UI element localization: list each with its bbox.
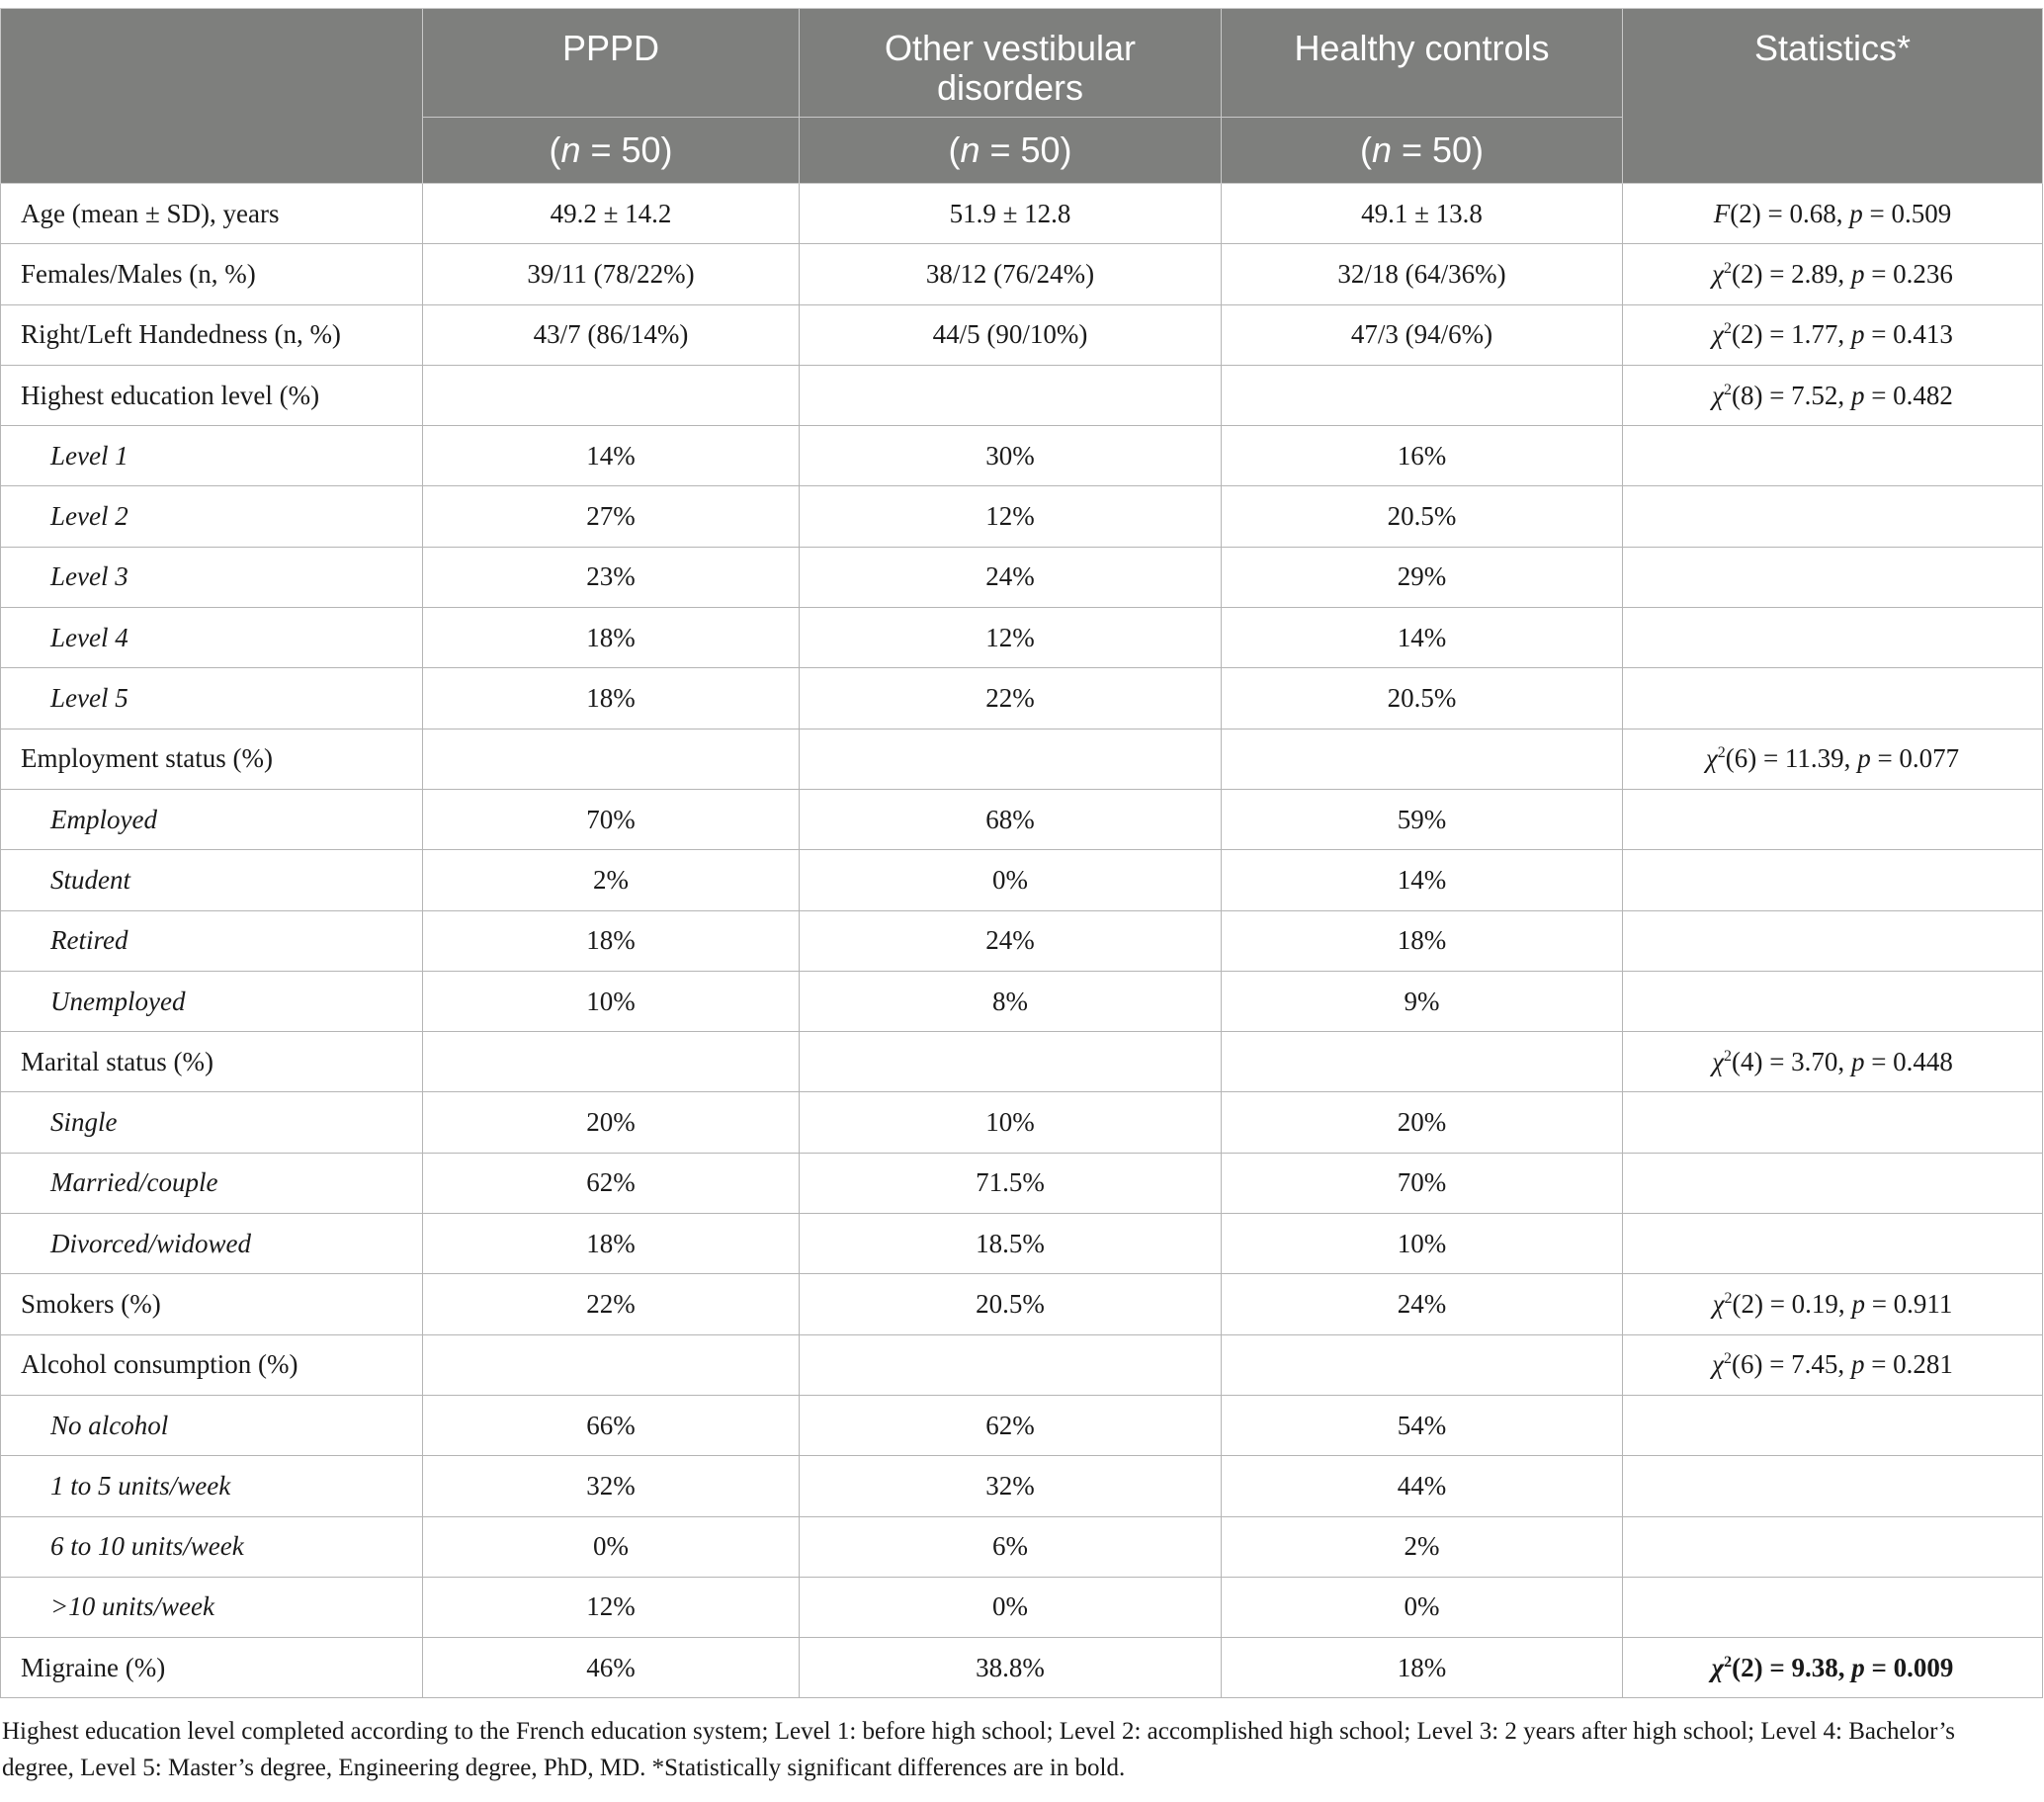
- healthy-controls-value: 32/18 (64/36%): [1222, 244, 1623, 304]
- pppd-value: 18%: [423, 910, 800, 971]
- statistics-value: [1623, 244, 2043, 304]
- other-vestibular-value: 38/12 (76/24%): [800, 244, 1222, 304]
- header-pppd-n: (n = 50): [423, 118, 800, 184]
- table-row: [1, 608, 2043, 668]
- pppd-value: 39/11 (78/22%): [423, 244, 800, 304]
- statistics-value: [1623, 789, 2043, 849]
- healthy-controls-value: [1222, 1032, 1623, 1092]
- healthy-controls-value: 20%: [1222, 1092, 1623, 1153]
- table-row: [1, 1516, 2043, 1577]
- statistics-value: [1623, 1456, 2043, 1516]
- other-vestibular-value: 62%: [800, 1395, 1222, 1455]
- pppd-value: [423, 1334, 800, 1395]
- stat-text: (6) = 7.45, p = 0.281: [1731, 1349, 1953, 1380]
- statistics-value: [1623, 971, 2043, 1031]
- pppd-value: [423, 1032, 800, 1092]
- statistics-value: [1623, 1092, 2043, 1153]
- pppd-value: 18%: [423, 608, 800, 668]
- pppd-value: 27%: [423, 486, 800, 547]
- healthy-controls-value: 70%: [1222, 1153, 1623, 1213]
- stat-text: (2) = 2.89, p = 0.236: [1731, 258, 1953, 289]
- table-body: [1, 184, 2043, 1698]
- healthy-controls-value: [1222, 1334, 1623, 1395]
- other-vestibular-value: 12%: [800, 486, 1222, 547]
- pppd-value: 32%: [423, 1456, 800, 1516]
- healthy-controls-value: 49.1 ± 13.8: [1222, 184, 1623, 244]
- stat-symbol: χ: [1712, 258, 1724, 289]
- pppd-value: 20%: [423, 1092, 800, 1153]
- table-row: [1, 850, 2043, 910]
- other-vestibular-value: 32%: [800, 1456, 1222, 1516]
- sub-row-label: Unemployed: [1, 971, 423, 1031]
- stat-symbol: χ: [1712, 380, 1724, 410]
- healthy-controls-value: 20.5%: [1222, 486, 1623, 547]
- table-row: [1, 244, 2043, 304]
- pppd-value: 62%: [423, 1153, 800, 1213]
- other-vestibular-value: 44/5 (90/10%): [800, 304, 1222, 365]
- sub-row-label: Employed: [1, 789, 423, 849]
- stat-text: (2) = 1.77, p = 0.413: [1731, 319, 1953, 350]
- stat-text: (4) = 3.70, p = 0.448: [1731, 1046, 1953, 1076]
- healthy-controls-value: 2%: [1222, 1516, 1623, 1577]
- pppd-value: 22%: [423, 1274, 800, 1334]
- table-row: [1, 1214, 2043, 1274]
- other-vestibular-value: 24%: [800, 910, 1222, 971]
- pppd-value: 2%: [423, 850, 800, 910]
- table-row: [1, 789, 2043, 849]
- table-header: [1, 9, 2043, 184]
- statistics-value: [1623, 1334, 2043, 1395]
- sub-row-label: Retired: [1, 910, 423, 971]
- stat-text: (2) = 9.38, p = 0.009: [1732, 1652, 1954, 1682]
- healthy-controls-value: 54%: [1222, 1395, 1623, 1455]
- sub-row-label: Level 4: [1, 608, 423, 668]
- stat-symbol: χ: [1712, 319, 1724, 350]
- healthy-controls-value: 24%: [1222, 1274, 1623, 1334]
- row-label: Right/Left Handedness (n, %): [1, 304, 423, 365]
- healthy-controls-value: 18%: [1222, 1638, 1623, 1698]
- sub-row-label: Level 3: [1, 547, 423, 607]
- healthy-controls-value: [1222, 729, 1623, 789]
- pppd-value: 43/7 (86/14%): [423, 304, 800, 365]
- stat-superscript: 2: [1724, 1653, 1733, 1671]
- table-row: [1, 1274, 2043, 1334]
- other-vestibular-value: 0%: [800, 850, 1222, 910]
- demographics-table: [0, 8, 2043, 1698]
- sub-row-label: Level 1: [1, 426, 423, 486]
- stat-symbol: χ: [1712, 1046, 1724, 1076]
- table-row: [1, 1092, 2043, 1153]
- other-vestibular-value: 8%: [800, 971, 1222, 1031]
- pppd-value: [423, 365, 800, 425]
- statistics-value: [1623, 184, 2043, 244]
- header-other-vestibular: Other vestibular disorders: [800, 9, 1222, 118]
- other-vestibular-value: 51.9 ± 12.8: [800, 184, 1222, 244]
- header-pppd: PPPD: [423, 9, 800, 118]
- header-statistics: Statistics*: [1623, 9, 2043, 184]
- other-vestibular-value: 20.5%: [800, 1274, 1222, 1334]
- stat-symbol: χ: [1712, 1349, 1724, 1380]
- stat-superscript: 2: [1724, 1289, 1733, 1307]
- header-healthy-controls: Healthy controls: [1222, 9, 1623, 118]
- pppd-value: 23%: [423, 547, 800, 607]
- healthy-controls-value: 29%: [1222, 547, 1623, 607]
- pppd-value: 18%: [423, 1214, 800, 1274]
- statistics-value: [1623, 1214, 2043, 1274]
- sub-row-label: 6 to 10 units/week: [1, 1516, 423, 1577]
- statistics-value: [1623, 910, 2043, 971]
- sub-row-label: Married/couple: [1, 1153, 423, 1213]
- healthy-controls-value: 16%: [1222, 426, 1623, 486]
- pppd-value: 0%: [423, 1516, 800, 1577]
- sub-row-label: Student: [1, 850, 423, 910]
- pppd-value: 49.2 ± 14.2: [423, 184, 800, 244]
- healthy-controls-value: 20.5%: [1222, 668, 1623, 729]
- statistics-value: [1623, 1395, 2043, 1455]
- stat-symbol: χ: [1705, 743, 1718, 774]
- stat-text: (2) = 0.68, p = 0.509: [1730, 198, 1952, 228]
- healthy-controls-value: 18%: [1222, 910, 1623, 971]
- other-vestibular-value: 12%: [800, 608, 1222, 668]
- stat-symbol: F: [1713, 198, 1731, 228]
- stat-superscript: 2: [1723, 259, 1732, 277]
- table-row: [1, 729, 2043, 789]
- stat-superscript: 2: [1723, 381, 1732, 398]
- other-vestibular-value: 71.5%: [800, 1153, 1222, 1213]
- row-label: Migraine (%): [1, 1638, 423, 1698]
- healthy-controls-value: 47/3 (94/6%): [1222, 304, 1623, 365]
- sub-row-label: Divorced/widowed: [1, 1214, 423, 1274]
- sub-row-label: 1 to 5 units/week: [1, 1456, 423, 1516]
- header-blank-cell: [1, 9, 423, 184]
- healthy-controls-value: 10%: [1222, 1214, 1623, 1274]
- header-healthy-controls-n: (n = 50): [1222, 118, 1623, 184]
- healthy-controls-value: 14%: [1222, 850, 1623, 910]
- sub-row-label: No alcohol: [1, 1395, 423, 1455]
- other-vestibular-value: [800, 1032, 1222, 1092]
- pppd-value: 14%: [423, 426, 800, 486]
- table-row: [1, 304, 2043, 365]
- statistics-value: [1623, 1638, 2043, 1698]
- healthy-controls-value: [1222, 365, 1623, 425]
- row-label: Employment status (%): [1, 729, 423, 789]
- statistics-value: [1623, 1153, 2043, 1213]
- stat-superscript: 2: [1723, 1350, 1732, 1368]
- stat-superscript: 2: [1717, 744, 1726, 762]
- pppd-value: 66%: [423, 1395, 800, 1455]
- table-row: [1, 426, 2043, 486]
- row-label: Marital status (%): [1, 1032, 423, 1092]
- statistics-value: [1623, 304, 2043, 365]
- statistics-value: [1623, 1274, 2043, 1334]
- stat-symbol: χ: [1712, 1288, 1725, 1319]
- header-row-names: [1, 9, 2043, 118]
- other-vestibular-value: 0%: [800, 1577, 1222, 1637]
- stat-symbol: χ: [1711, 1652, 1725, 1682]
- statistics-value: [1623, 1032, 2043, 1092]
- other-vestibular-value: 22%: [800, 668, 1222, 729]
- stat-text: (6) = 11.39, p = 0.077: [1725, 743, 1960, 774]
- stat-superscript: 2: [1723, 1047, 1732, 1065]
- table-row: [1, 668, 2043, 729]
- table-row: [1, 1334, 2043, 1395]
- healthy-controls-value: 14%: [1222, 608, 1623, 668]
- other-vestibular-value: 10%: [800, 1092, 1222, 1153]
- statistics-value: [1623, 547, 2043, 607]
- statistics-value: [1623, 1516, 2043, 1577]
- statistics-value: [1623, 850, 2043, 910]
- pppd-value: 70%: [423, 789, 800, 849]
- table-row: [1, 184, 2043, 244]
- table-row: [1, 1153, 2043, 1213]
- healthy-controls-value: 0%: [1222, 1577, 1623, 1637]
- table-footnote: Highest education level completed according to the French education system; Level 1: before high school; Level 2: accomplished high school; Level 3: 2 years after high school; Level 4: Bachelor’s degree, Level 5: Master’s degree, Engineering degree, PhD, MD. *Statistically significant differences are in bold.: [2, 1718, 1956, 1781]
- stat-text: (2) = 0.19, p = 0.911: [1732, 1288, 1953, 1319]
- stat-superscript: 2: [1723, 320, 1732, 338]
- table-row: [1, 365, 2043, 425]
- table-row: [1, 547, 2043, 607]
- table-row: [1, 910, 2043, 971]
- table-row: [1, 971, 2043, 1031]
- table-row: [1, 1638, 2043, 1698]
- table-row: [1, 1577, 2043, 1637]
- statistics-value: [1623, 608, 2043, 668]
- healthy-controls-value: 9%: [1222, 971, 1623, 1031]
- sub-row-label: Level 5: [1, 668, 423, 729]
- row-label: Age (mean ± SD), years: [1, 184, 423, 244]
- pppd-value: [423, 729, 800, 789]
- healthy-controls-value: 59%: [1222, 789, 1623, 849]
- statistics-value: [1623, 486, 2043, 547]
- header-other-vestibular-n: (n = 50): [800, 118, 1222, 184]
- table-row: [1, 1395, 2043, 1455]
- other-vestibular-value: [800, 365, 1222, 425]
- pppd-value: 46%: [423, 1638, 800, 1698]
- row-label: Females/Males (n, %): [1, 244, 423, 304]
- healthy-controls-value: 44%: [1222, 1456, 1623, 1516]
- sub-row-label: >10 units/week: [1, 1577, 423, 1637]
- table-row: [1, 486, 2043, 547]
- other-vestibular-value: 18.5%: [800, 1214, 1222, 1274]
- pppd-value: 18%: [423, 668, 800, 729]
- row-label: Alcohol consumption (%): [1, 1334, 423, 1395]
- other-vestibular-value: 6%: [800, 1516, 1222, 1577]
- statistics-value: [1623, 729, 2043, 789]
- stat-text: (8) = 7.52, p = 0.482: [1731, 380, 1953, 410]
- statistics-value: [1623, 365, 2043, 425]
- other-vestibular-value: 38.8%: [800, 1638, 1222, 1698]
- row-label: Smokers (%): [1, 1274, 423, 1334]
- other-vestibular-value: 30%: [800, 426, 1222, 486]
- statistics-value: [1623, 426, 2043, 486]
- statistics-value: [1623, 668, 2043, 729]
- pppd-value: 12%: [423, 1577, 800, 1637]
- sub-row-label: Single: [1, 1092, 423, 1153]
- pppd-value: 10%: [423, 971, 800, 1031]
- row-label: Highest education level (%): [1, 365, 423, 425]
- sub-row-label: Level 2: [1, 486, 423, 547]
- other-vestibular-value: [800, 1334, 1222, 1395]
- other-vestibular-value: [800, 729, 1222, 789]
- table-row: [1, 1456, 2043, 1516]
- table-row: [1, 1032, 2043, 1092]
- other-vestibular-value: 68%: [800, 789, 1222, 849]
- statistics-value: [1623, 1577, 2043, 1637]
- other-vestibular-value: 24%: [800, 547, 1222, 607]
